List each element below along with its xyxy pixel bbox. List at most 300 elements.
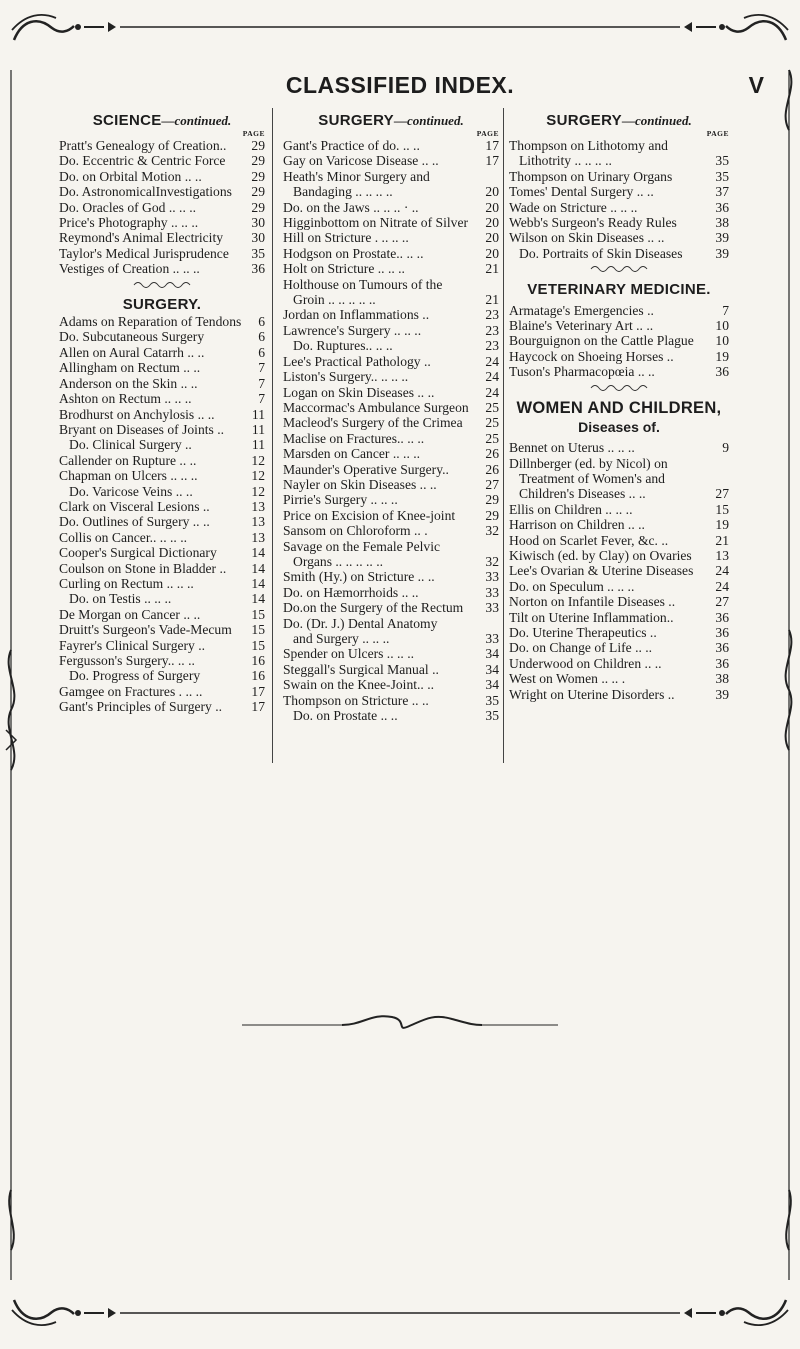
index-entry bbox=[59, 514, 265, 529]
entry-page-number: 33 bbox=[485, 569, 499, 585]
index-entry bbox=[509, 625, 729, 640]
entry-title: Do. on Testis .. .. .. bbox=[69, 591, 172, 607]
entry-page-number: 6 bbox=[258, 344, 265, 360]
section-divider-flourish bbox=[59, 277, 265, 293]
index-entry bbox=[283, 492, 499, 507]
entry-title: Dillnberger (ed. by Nicol) on bbox=[509, 455, 668, 471]
index-entry bbox=[509, 215, 729, 230]
entry-title: Do. Progress of Surgery bbox=[69, 668, 201, 684]
page-column-label: PAGE bbox=[242, 129, 265, 138]
entry-page-number: 35 bbox=[485, 692, 499, 708]
entry-title: Savage on the Female Pelvic bbox=[283, 538, 441, 554]
entry-page-number: 32 bbox=[485, 523, 499, 539]
index-entry bbox=[283, 585, 499, 600]
entry-page-number: 25 bbox=[485, 430, 499, 446]
index-entry bbox=[59, 391, 265, 406]
entry-page-number: 39 bbox=[715, 245, 729, 261]
entry-title: Do. Outlines of Surgery .. .. bbox=[59, 514, 210, 530]
index-entry bbox=[509, 687, 729, 702]
entry-page-number: 24 bbox=[485, 384, 499, 400]
closing-flourish bbox=[232, 1011, 568, 1033]
entry-page-number: 26 bbox=[485, 461, 499, 477]
entry-title: Maccormac's Ambulance Surgeon bbox=[283, 399, 469, 415]
entry-page-number: 39 bbox=[715, 230, 729, 246]
entry-page-number: 17 bbox=[251, 699, 265, 715]
entry-title: Price's Photography .. .. .. bbox=[59, 215, 199, 231]
section-heading: WOMEN AND CHILDREN, bbox=[516, 399, 722, 418]
entry-title: Haycock on Shoeing Horses .. bbox=[509, 348, 674, 364]
entry-page-number: 12 bbox=[251, 452, 265, 468]
index-entry bbox=[59, 422, 265, 437]
entry-title: Nayler on Skin Diseases .. .. bbox=[283, 476, 437, 492]
index-entry bbox=[283, 277, 499, 292]
entry-page-number: 10 bbox=[715, 318, 729, 334]
entry-title: Organs .. .. .. .. .. bbox=[293, 553, 383, 569]
entry-title: Spender on Ulcers .. .. .. bbox=[283, 646, 414, 662]
index-entry bbox=[283, 693, 499, 708]
entry-title: Do. Clinical Surgery .. bbox=[69, 437, 192, 453]
entry-title: Hood on Scarlet Fever, &c. .. bbox=[509, 532, 669, 548]
index-entry bbox=[59, 622, 265, 637]
index-entry bbox=[283, 246, 499, 261]
entry-page-number: 12 bbox=[251, 483, 265, 499]
page-number: V bbox=[748, 72, 764, 98]
entry-title: Liston's Surgery.. .. .. .. bbox=[283, 369, 409, 385]
index-entry bbox=[59, 261, 265, 276]
entry-page-number: 29 bbox=[251, 168, 265, 184]
index-entry bbox=[283, 338, 499, 353]
entry-page-number: 21 bbox=[715, 532, 729, 548]
entry-page-number: 30 bbox=[251, 215, 265, 231]
section-heading: VETERINARY MEDICINE. bbox=[527, 280, 711, 298]
index-entry bbox=[283, 200, 499, 215]
entry-title: Hill on Stricture . .. .. .. bbox=[283, 230, 409, 246]
entry-page-number: 29 bbox=[251, 153, 265, 169]
index-entry bbox=[59, 468, 265, 483]
index-entry bbox=[283, 616, 499, 631]
index-entry bbox=[509, 502, 729, 517]
entry-title: Do. Ruptures.. .. .. bbox=[293, 338, 393, 354]
index-entry bbox=[283, 354, 499, 369]
entry-title: Norton on Infantile Diseases .. bbox=[509, 594, 676, 610]
entry-title: Maunder's Operative Surgery.. bbox=[283, 461, 449, 477]
entry-title: Curling on Rectum .. .. .. bbox=[59, 575, 194, 591]
index-entry bbox=[283, 153, 499, 168]
entry-title: Harrison on Children .. .. bbox=[509, 517, 645, 533]
entry-title: Do. on Orbital Motion .. .. bbox=[59, 168, 202, 184]
entry-title: Holthouse on Tumours of the bbox=[283, 276, 443, 292]
entry-title: Lawrence's Surgery .. .. .. bbox=[283, 322, 422, 338]
entry-title: Higginbottom on Nitrate of Silver bbox=[283, 215, 469, 231]
index-entry bbox=[509, 486, 729, 501]
entry-page-number: 29 bbox=[251, 138, 265, 153]
index-entry bbox=[59, 314, 265, 329]
index-entry bbox=[509, 364, 729, 379]
index-entry bbox=[509, 153, 729, 168]
index-entry bbox=[509, 169, 729, 184]
entry-page-number: 17 bbox=[251, 683, 265, 699]
entry-title: Adams on Reparation of Tendons bbox=[59, 314, 242, 330]
entry-page-number: 19 bbox=[715, 348, 729, 364]
index-entry bbox=[509, 349, 729, 364]
index-entry bbox=[283, 400, 499, 415]
entry-title: Swain on the Knee-Joint.. .. bbox=[283, 677, 435, 693]
index-entry bbox=[509, 184, 729, 199]
entry-page-number: 14 bbox=[251, 575, 265, 591]
entry-page-number: 24 bbox=[485, 353, 499, 369]
entry-page-number: 20 bbox=[485, 215, 499, 231]
entry-title: Kiwisch (ed. by Clay) on Ovaries bbox=[509, 547, 692, 563]
index-entry bbox=[509, 471, 729, 486]
entry-title: Do. (Dr. J.) Dental Anatomy bbox=[283, 615, 438, 631]
column-divider bbox=[503, 108, 504, 763]
entry-page-number: 34 bbox=[485, 646, 499, 662]
index-entry bbox=[509, 456, 729, 471]
entry-title: Treatment of Women's and bbox=[519, 470, 665, 486]
entry-page-number: 11 bbox=[251, 437, 265, 453]
index-entry bbox=[59, 230, 265, 245]
entry-page-number: 35 bbox=[485, 708, 499, 724]
index-entry bbox=[59, 561, 265, 576]
index-entry bbox=[59, 453, 265, 468]
entry-page-number: 25 bbox=[485, 399, 499, 415]
section-subheading: Diseases of. bbox=[578, 419, 660, 436]
index-entry bbox=[59, 638, 265, 653]
entry-page-number: 35 bbox=[715, 168, 729, 184]
index-entry bbox=[59, 684, 265, 699]
entry-title: Heath's Minor Surgery and bbox=[283, 168, 430, 184]
index-entry bbox=[59, 200, 265, 215]
index-entry bbox=[283, 369, 499, 384]
entry-page-number: 15 bbox=[251, 606, 265, 622]
entry-page-number: 6 bbox=[258, 314, 265, 330]
entry-title: Do. on Change of Life .. .. bbox=[509, 640, 653, 656]
entry-page-number: 11 bbox=[251, 421, 265, 437]
index-entry bbox=[59, 246, 265, 261]
bottom-ornament bbox=[8, 1290, 792, 1330]
entry-page-number: 12 bbox=[251, 468, 265, 484]
entry-title: Reymond's Animal Electricity bbox=[59, 230, 224, 246]
entry-page-number: 34 bbox=[485, 677, 499, 693]
index-entry bbox=[283, 508, 499, 523]
entry-title: Logan on Skin Diseases .. .. bbox=[283, 384, 435, 400]
entry-page-number: 19 bbox=[715, 517, 729, 533]
entry-page-number: 13 bbox=[251, 498, 265, 514]
entry-page-number: 7 bbox=[258, 375, 265, 391]
entry-title: Do. on the Jaws .. .. .. · .. bbox=[283, 199, 419, 215]
entry-title: Bourguignon on the Cattle Plague bbox=[509, 333, 694, 349]
index-entry bbox=[509, 656, 729, 671]
left-border-ornament bbox=[2, 50, 28, 1290]
entry-page-number: 36 bbox=[715, 364, 729, 380]
entry-title: Lee's Ovarian & Uterine Diseases bbox=[509, 563, 694, 579]
index-entry bbox=[509, 610, 729, 625]
entry-title: Webb's Surgeon's Ready Rules bbox=[509, 215, 677, 231]
index-entry bbox=[509, 594, 729, 609]
entry-page-number: 7 bbox=[258, 360, 265, 376]
entry-title: Gay on Varicose Disease .. .. bbox=[283, 153, 439, 169]
index-entry bbox=[283, 138, 499, 153]
index-entry bbox=[283, 385, 499, 400]
entry-page-number: 23 bbox=[485, 322, 499, 338]
index-entry bbox=[59, 360, 265, 375]
entry-title: Do. on Speculum .. .. .. bbox=[509, 578, 635, 594]
entry-page-number: 24 bbox=[715, 563, 729, 579]
entry-title: Underwood on Children .. .. bbox=[509, 655, 662, 671]
entry-title: Do. Eccentric & Centric Force bbox=[59, 153, 226, 169]
entry-title: Pratt's Genealogy of Creation.. bbox=[59, 138, 227, 153]
entry-page-number: 23 bbox=[485, 338, 499, 354]
index-entry bbox=[59, 484, 265, 499]
entry-page-number: 24 bbox=[485, 369, 499, 385]
entry-title: Wright on Uterine Disorders .. bbox=[509, 686, 675, 702]
entry-page-number: 36 bbox=[715, 624, 729, 640]
entry-page-number: 13 bbox=[251, 514, 265, 530]
entry-page-number: 36 bbox=[715, 655, 729, 671]
entry-title: Children's Diseases .. .. bbox=[519, 486, 646, 502]
index-entry bbox=[509, 579, 729, 594]
entry-page-number: 30 bbox=[251, 230, 265, 246]
index-column-2 bbox=[283, 112, 499, 723]
entry-page-number: 29 bbox=[251, 184, 265, 200]
index-entry bbox=[59, 184, 265, 199]
entry-title: Bryant on Diseases of Joints .. bbox=[59, 421, 224, 437]
index-entry bbox=[509, 230, 729, 245]
index-entry bbox=[59, 545, 265, 560]
entry-page-number: 16 bbox=[251, 668, 265, 684]
entry-title: Blaine's Veterinary Art .. .. bbox=[509, 318, 654, 334]
index-entry bbox=[283, 677, 499, 692]
index-entry bbox=[283, 431, 499, 446]
index-entry bbox=[283, 446, 499, 461]
entry-title: Druitt's Surgeon's Vade-Mecum bbox=[59, 622, 232, 638]
index-entry bbox=[59, 699, 265, 714]
entry-page-number: 36 bbox=[715, 640, 729, 656]
index-entry bbox=[283, 292, 499, 307]
entry-title: Allingham on Rectum .. .. bbox=[59, 360, 201, 376]
index-entry bbox=[283, 569, 499, 584]
index-entry bbox=[59, 653, 265, 668]
index-entry bbox=[59, 153, 265, 168]
index-entry bbox=[509, 517, 729, 532]
section-divider-flourish bbox=[509, 261, 729, 277]
entry-title: Groin .. .. .. .. .. bbox=[293, 292, 376, 308]
entry-page-number: 29 bbox=[251, 199, 265, 215]
entry-page-number: 23 bbox=[485, 307, 499, 323]
entry-title: Lithotrity .. .. .. .. bbox=[519, 153, 612, 169]
running-head: CLASSIFIED INDEX. bbox=[285, 72, 515, 98]
entry-title: Tuson's Pharmacopœia .. .. bbox=[509, 364, 655, 380]
page-column-label: PAGE bbox=[706, 129, 729, 138]
entry-page-number: 7 bbox=[258, 391, 265, 407]
entry-title: Pirrie's Surgery .. .. .. bbox=[283, 492, 398, 508]
entry-title: Bandaging .. .. .. .. bbox=[293, 184, 393, 200]
entry-page-number: 15 bbox=[251, 637, 265, 653]
index-entry bbox=[283, 184, 499, 199]
index-entry bbox=[283, 230, 499, 245]
entry-title: Holt on Stricture .. .. .. bbox=[283, 261, 405, 277]
entry-title: Price on Excision of Knee-joint bbox=[283, 507, 456, 523]
entry-title: and Surgery .. .. .. bbox=[293, 631, 390, 646]
index-entry bbox=[509, 440, 729, 455]
entry-page-number: 17 bbox=[485, 138, 499, 153]
index-entry bbox=[283, 662, 499, 677]
entry-page-number: 20 bbox=[485, 245, 499, 261]
entry-page-number: 29 bbox=[485, 507, 499, 523]
entry-title: Marsden on Cancer .. .. .. bbox=[283, 446, 421, 462]
entry-page-number: 16 bbox=[251, 653, 265, 668]
entry-page-number: 21 bbox=[485, 292, 499, 308]
entry-page-number: 21 bbox=[485, 261, 499, 277]
index-entry bbox=[283, 554, 499, 569]
top-ornament bbox=[8, 10, 792, 50]
entry-page-number: 36 bbox=[715, 199, 729, 215]
entry-title: Steggall's Surgical Manual .. bbox=[283, 661, 439, 677]
entry-page-number: 33 bbox=[485, 584, 499, 600]
page-column-label: PAGE bbox=[476, 129, 499, 138]
index-entry bbox=[283, 600, 499, 615]
entry-title: Ashton on Rectum .. .. .. bbox=[59, 391, 192, 407]
entry-page-number: 27 bbox=[485, 476, 499, 492]
index-entry bbox=[59, 329, 265, 344]
entry-title: Bennet on Uterus .. .. .. bbox=[509, 440, 635, 456]
entry-title: Do. Portraits of Skin Diseases bbox=[519, 245, 683, 261]
entry-title: Maclise on Fractures.. .. .. bbox=[283, 430, 425, 446]
entry-page-number: 36 bbox=[715, 609, 729, 625]
entry-page-number: 36 bbox=[251, 261, 265, 277]
entry-title: Do. AstronomicalInvestigations bbox=[59, 184, 232, 200]
index-entry bbox=[59, 376, 265, 391]
entry-page-number: 11 bbox=[251, 406, 265, 422]
index-entry bbox=[509, 563, 729, 578]
index-entry bbox=[283, 307, 499, 322]
entry-page-number: 24 bbox=[715, 578, 729, 594]
index-entry bbox=[509, 200, 729, 215]
entry-page-number: 25 bbox=[485, 415, 499, 431]
right-border-ornament bbox=[772, 50, 798, 1290]
entry-title: Cooper's Surgical Dictionary bbox=[59, 545, 217, 561]
entry-title: Do.on the Surgery of the Rectum bbox=[283, 600, 464, 616]
index-entry bbox=[283, 462, 499, 477]
entry-title: De Morgan on Cancer .. .. bbox=[59, 606, 201, 622]
entry-title: Gamgee on Fractures . .. .. bbox=[59, 683, 203, 699]
entry-page-number: 38 bbox=[715, 215, 729, 231]
index-entry bbox=[283, 708, 499, 723]
entry-page-number: 37 bbox=[715, 184, 729, 200]
entry-title: Brodhurst on Anchylosis .. .. bbox=[59, 406, 215, 422]
entry-title: Macleod's Surgery of the Crimea bbox=[283, 415, 463, 431]
entry-page-number: 26 bbox=[485, 446, 499, 462]
index-entry bbox=[283, 523, 499, 538]
entry-title: Sansom on Chloroform .. . bbox=[283, 523, 428, 539]
index-entry bbox=[59, 499, 265, 514]
entry-title: Coulson on Stone in Bladder .. bbox=[59, 560, 227, 576]
entry-page-number: 27 bbox=[715, 486, 729, 502]
entry-title: Chapman on Ulcers .. .. .. bbox=[59, 468, 198, 484]
entry-title: Gant's Principles of Surgery .. bbox=[59, 699, 223, 715]
index-column-1 bbox=[59, 112, 265, 715]
column-divider bbox=[272, 108, 273, 763]
entry-title: Allen on Aural Catarrh .. .. bbox=[59, 344, 205, 360]
entry-page-number: 13 bbox=[251, 529, 265, 545]
entry-page-number: 13 bbox=[715, 547, 729, 563]
entry-title: Jordan on Inflammations .. bbox=[283, 307, 430, 323]
entry-title: Wilson on Skin Diseases .. .. bbox=[509, 230, 665, 246]
index-entry bbox=[283, 415, 499, 430]
entry-page-number: 33 bbox=[485, 631, 499, 646]
section-divider-flourish bbox=[509, 380, 729, 396]
entry-page-number: 14 bbox=[251, 545, 265, 561]
index-entry bbox=[59, 138, 265, 153]
entry-title: Do. on Prostate .. .. bbox=[293, 708, 398, 724]
index-entry bbox=[283, 477, 499, 492]
entry-page-number: 20 bbox=[485, 199, 499, 215]
entry-title: Gant's Practice of do. .. .. bbox=[283, 138, 420, 153]
entry-page-number: 9 bbox=[722, 440, 729, 456]
entry-title: Fergusson's Surgery.. .. .. bbox=[59, 653, 195, 668]
entry-page-number: 17 bbox=[485, 153, 499, 169]
entry-page-number: 33 bbox=[485, 600, 499, 616]
entry-title: Armatage's Emergencies .. bbox=[509, 302, 654, 318]
index-entry bbox=[59, 530, 265, 545]
index-entry bbox=[509, 138, 729, 153]
section-heading: SURGERY. bbox=[122, 296, 202, 314]
entry-title: Do. Uterine Therapeutics .. bbox=[509, 624, 657, 640]
entry-page-number: 6 bbox=[258, 329, 265, 345]
index-entry bbox=[59, 169, 265, 184]
index-entry bbox=[283, 261, 499, 276]
entry-title: Do. Oracles of God .. .. .. bbox=[59, 199, 197, 215]
entry-title: Hodgson on Prostate.. .. .. bbox=[283, 245, 424, 261]
entry-page-number: 14 bbox=[251, 560, 265, 576]
index-entry bbox=[59, 345, 265, 360]
entry-title: Tilt on Uterine Inflammation.. bbox=[509, 609, 674, 625]
entry-title: Thompson on Stricture .. .. bbox=[283, 692, 429, 708]
entry-title: Callender on Rupture .. .. bbox=[59, 452, 197, 468]
index-entry bbox=[59, 215, 265, 230]
index-entry bbox=[283, 539, 499, 554]
index-entry bbox=[509, 671, 729, 686]
index-entry bbox=[59, 576, 265, 591]
entry-page-number: 15 bbox=[251, 622, 265, 638]
entry-page-number: 29 bbox=[485, 492, 499, 508]
entry-title: Lee's Practical Pathology .. bbox=[283, 353, 431, 369]
section-heading: SURGERY—continued. bbox=[318, 112, 464, 129]
entry-page-number: 7 bbox=[722, 302, 729, 318]
entry-title: Thompson on Lithotomy and bbox=[509, 138, 668, 153]
index-entry bbox=[509, 246, 729, 261]
index-entry bbox=[59, 407, 265, 422]
entry-page-number: 32 bbox=[485, 553, 499, 569]
index-entry bbox=[509, 318, 729, 333]
index-column-3 bbox=[509, 112, 729, 702]
entry-page-number: 15 bbox=[715, 501, 729, 517]
entry-page-number: 39 bbox=[715, 686, 729, 702]
entry-title: Wade on Stricture .. .. .. bbox=[509, 199, 638, 215]
index-entry bbox=[283, 323, 499, 338]
entry-title: Do. on Hæmorrhoids .. .. bbox=[283, 584, 419, 600]
index-entry bbox=[283, 646, 499, 661]
entry-title: Clark on Visceral Lesions .. bbox=[59, 498, 210, 514]
index-entry bbox=[59, 607, 265, 622]
entry-page-number: 38 bbox=[715, 671, 729, 687]
entry-page-number: 20 bbox=[485, 230, 499, 246]
entry-title: Thompson on Urinary Organs bbox=[509, 168, 673, 184]
entry-title: West on Women .. .. . bbox=[509, 671, 626, 687]
entry-page-number: 10 bbox=[715, 333, 729, 349]
entry-title: Smith (Hy.) on Stricture .. .. bbox=[283, 569, 435, 585]
entry-title: Ellis on Children .. .. .. bbox=[509, 501, 633, 517]
